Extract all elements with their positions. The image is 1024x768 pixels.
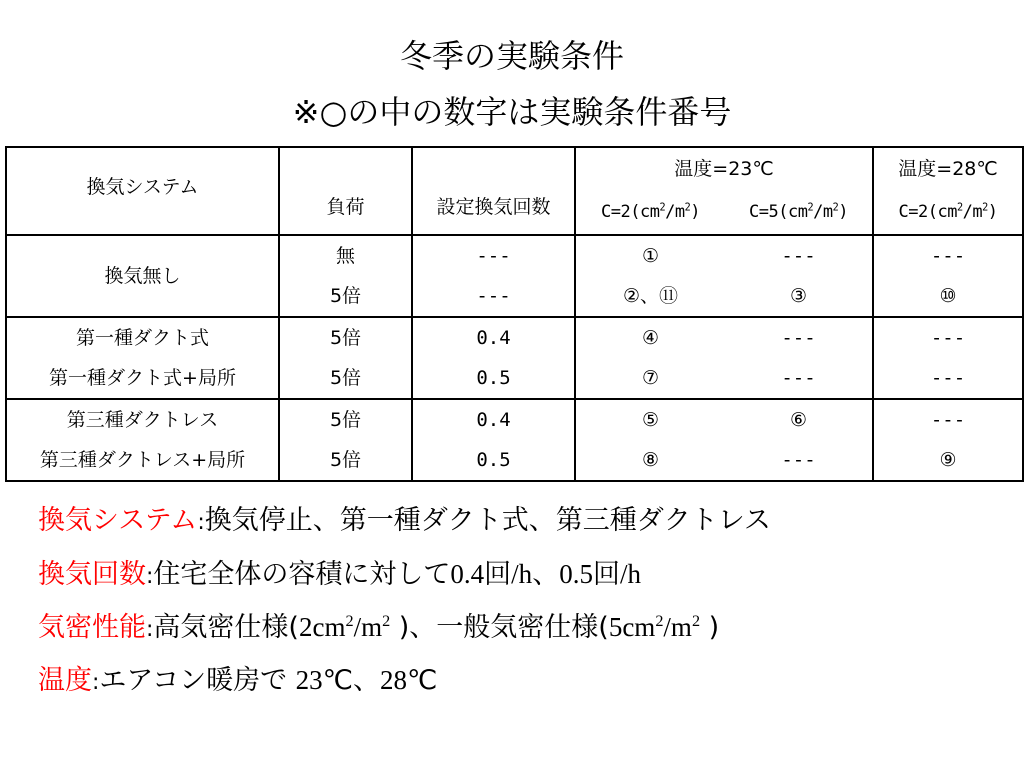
t28-c2-cell: ⑩: [873, 276, 1023, 317]
rate-cell: ---: [412, 276, 575, 317]
note-ventilation-rate: [38, 553, 1008, 606]
header-c2-28: $C=2(cm^2/m^2)$: [873, 190, 1023, 235]
rate-cell: 0.4: [412, 317, 575, 358]
table-row: [6, 440, 1023, 481]
header-temp-28: 温度=28℃: [873, 147, 1023, 190]
header-row-1: [6, 147, 1023, 190]
t23-c5-cell: ---: [725, 317, 873, 358]
header-load: 負荷: [279, 147, 412, 235]
load-cell: 5倍: [279, 276, 412, 317]
t23-c2-cell: ④: [575, 317, 725, 358]
t23-c5-cell: ---: [781, 367, 816, 389]
t23-c5-cell: ---: [781, 449, 816, 471]
t28-c2-cell: ⑨: [873, 440, 1023, 481]
experiment-conditions-table: [5, 146, 1024, 482]
rate-cell: ---: [412, 235, 575, 276]
note-value: 28℃: [379, 665, 438, 695]
note-unit: /h: [511, 559, 533, 589]
note-key: 気密性能: [38, 612, 146, 643]
note-value: 5cm: [608, 612, 656, 642]
t23-c2-cell: ①: [575, 235, 725, 276]
header-c5-23: $C=5(cm^2/m^2)$: [749, 201, 848, 222]
note-unit: /m: [353, 612, 383, 642]
note-key: 温度: [38, 665, 92, 696]
notes-section: [38, 500, 1008, 712]
rate-cell: 0.5: [412, 358, 575, 399]
header-temp-23: 温度=23℃: [575, 147, 873, 190]
note-airtightness: 気密性能:高気密仕様($2cm^2/m^2$ )、一般気密仕様($5cm^2/m^2$ ): [38, 612, 720, 643]
note-text: 高気密仕様(: [153, 612, 299, 643]
note-separator: 、: [352, 665, 380, 696]
note-text: 回: [484, 559, 512, 590]
page-subtitle: ※○の中の数字は実験条件番号: [292, 93, 732, 131]
system-none: 換気無し: [6, 235, 279, 317]
note-key: 換気回数: [38, 559, 146, 590]
table-row: [6, 317, 1023, 358]
t28-c2-cell: ---: [873, 317, 1023, 358]
header-c2-23: $C=2(cm^2/m^2)$: [575, 190, 725, 235]
table-row: [6, 358, 1023, 399]
note-colon: :: [197, 510, 205, 535]
load-cell: 無: [279, 235, 412, 276]
note-value: 0.5: [559, 559, 593, 589]
note-colon: :: [146, 564, 154, 589]
note-text: 回: [592, 559, 620, 590]
t23-c2-cell: ⑧: [575, 440, 725, 481]
t28-c2-cell: ---: [873, 399, 1023, 440]
t23-c2-cell: ⑦: [575, 358, 725, 399]
note-ventilation-system: [38, 500, 1008, 553]
load-cell: 5倍: [279, 399, 412, 440]
t23-c2-cell: ⑤: [575, 399, 725, 440]
t28-c2-cell: ---: [873, 235, 1023, 276]
note-colon: :: [146, 617, 154, 642]
note-unit: /m: [663, 612, 692, 642]
page-title: 冬季の実験条件: [399, 37, 624, 75]
t23-c2-cell: ②、⑪: [575, 276, 725, 317]
load-cell: 5倍: [279, 358, 412, 399]
table-row: [6, 399, 1023, 440]
note-text: 住宅全体の容積に対して: [153, 559, 451, 590]
system-cell: 第三種ダクトレス: [6, 399, 279, 440]
load-cell: 5倍: [279, 440, 412, 481]
note-value: 2cm: [298, 612, 346, 642]
rate-cell: 0.5: [412, 440, 575, 481]
header-rate: 設定換気回数: [412, 147, 575, 235]
header-system: 換気システム: [86, 176, 199, 198]
t23-c5-cell: ---: [725, 235, 873, 276]
rate-cell: 0.4: [412, 399, 575, 440]
note-temperature: [38, 659, 1008, 712]
t23-c5-cell: ③: [789, 285, 808, 307]
note-text: )、一般気密仕様(: [390, 612, 609, 643]
system-cell: 第一種ダクト式+局所: [49, 367, 236, 389]
note-value: 0.4: [450, 559, 485, 589]
note-text: エアコン暖房で: [99, 665, 296, 696]
note-text: ): [700, 612, 720, 643]
note-colon: :: [92, 670, 100, 695]
note-unit: /h: [619, 559, 641, 589]
system-cell: 第一種ダクト式: [6, 317, 279, 358]
note-text: 換気停止、第一種ダクト式、第三種ダクトレス: [204, 505, 771, 536]
table-row: [6, 235, 1023, 276]
system-cell: 第三種ダクトレス+局所: [39, 449, 246, 471]
note-separator: 、: [532, 559, 560, 590]
note-key: 換気システム: [38, 505, 198, 536]
load-cell: 5倍: [279, 317, 412, 358]
t23-c5-cell: ⑥: [725, 399, 873, 440]
t28-c2-cell: ---: [873, 358, 1023, 399]
note-value: 23℃: [295, 665, 353, 695]
